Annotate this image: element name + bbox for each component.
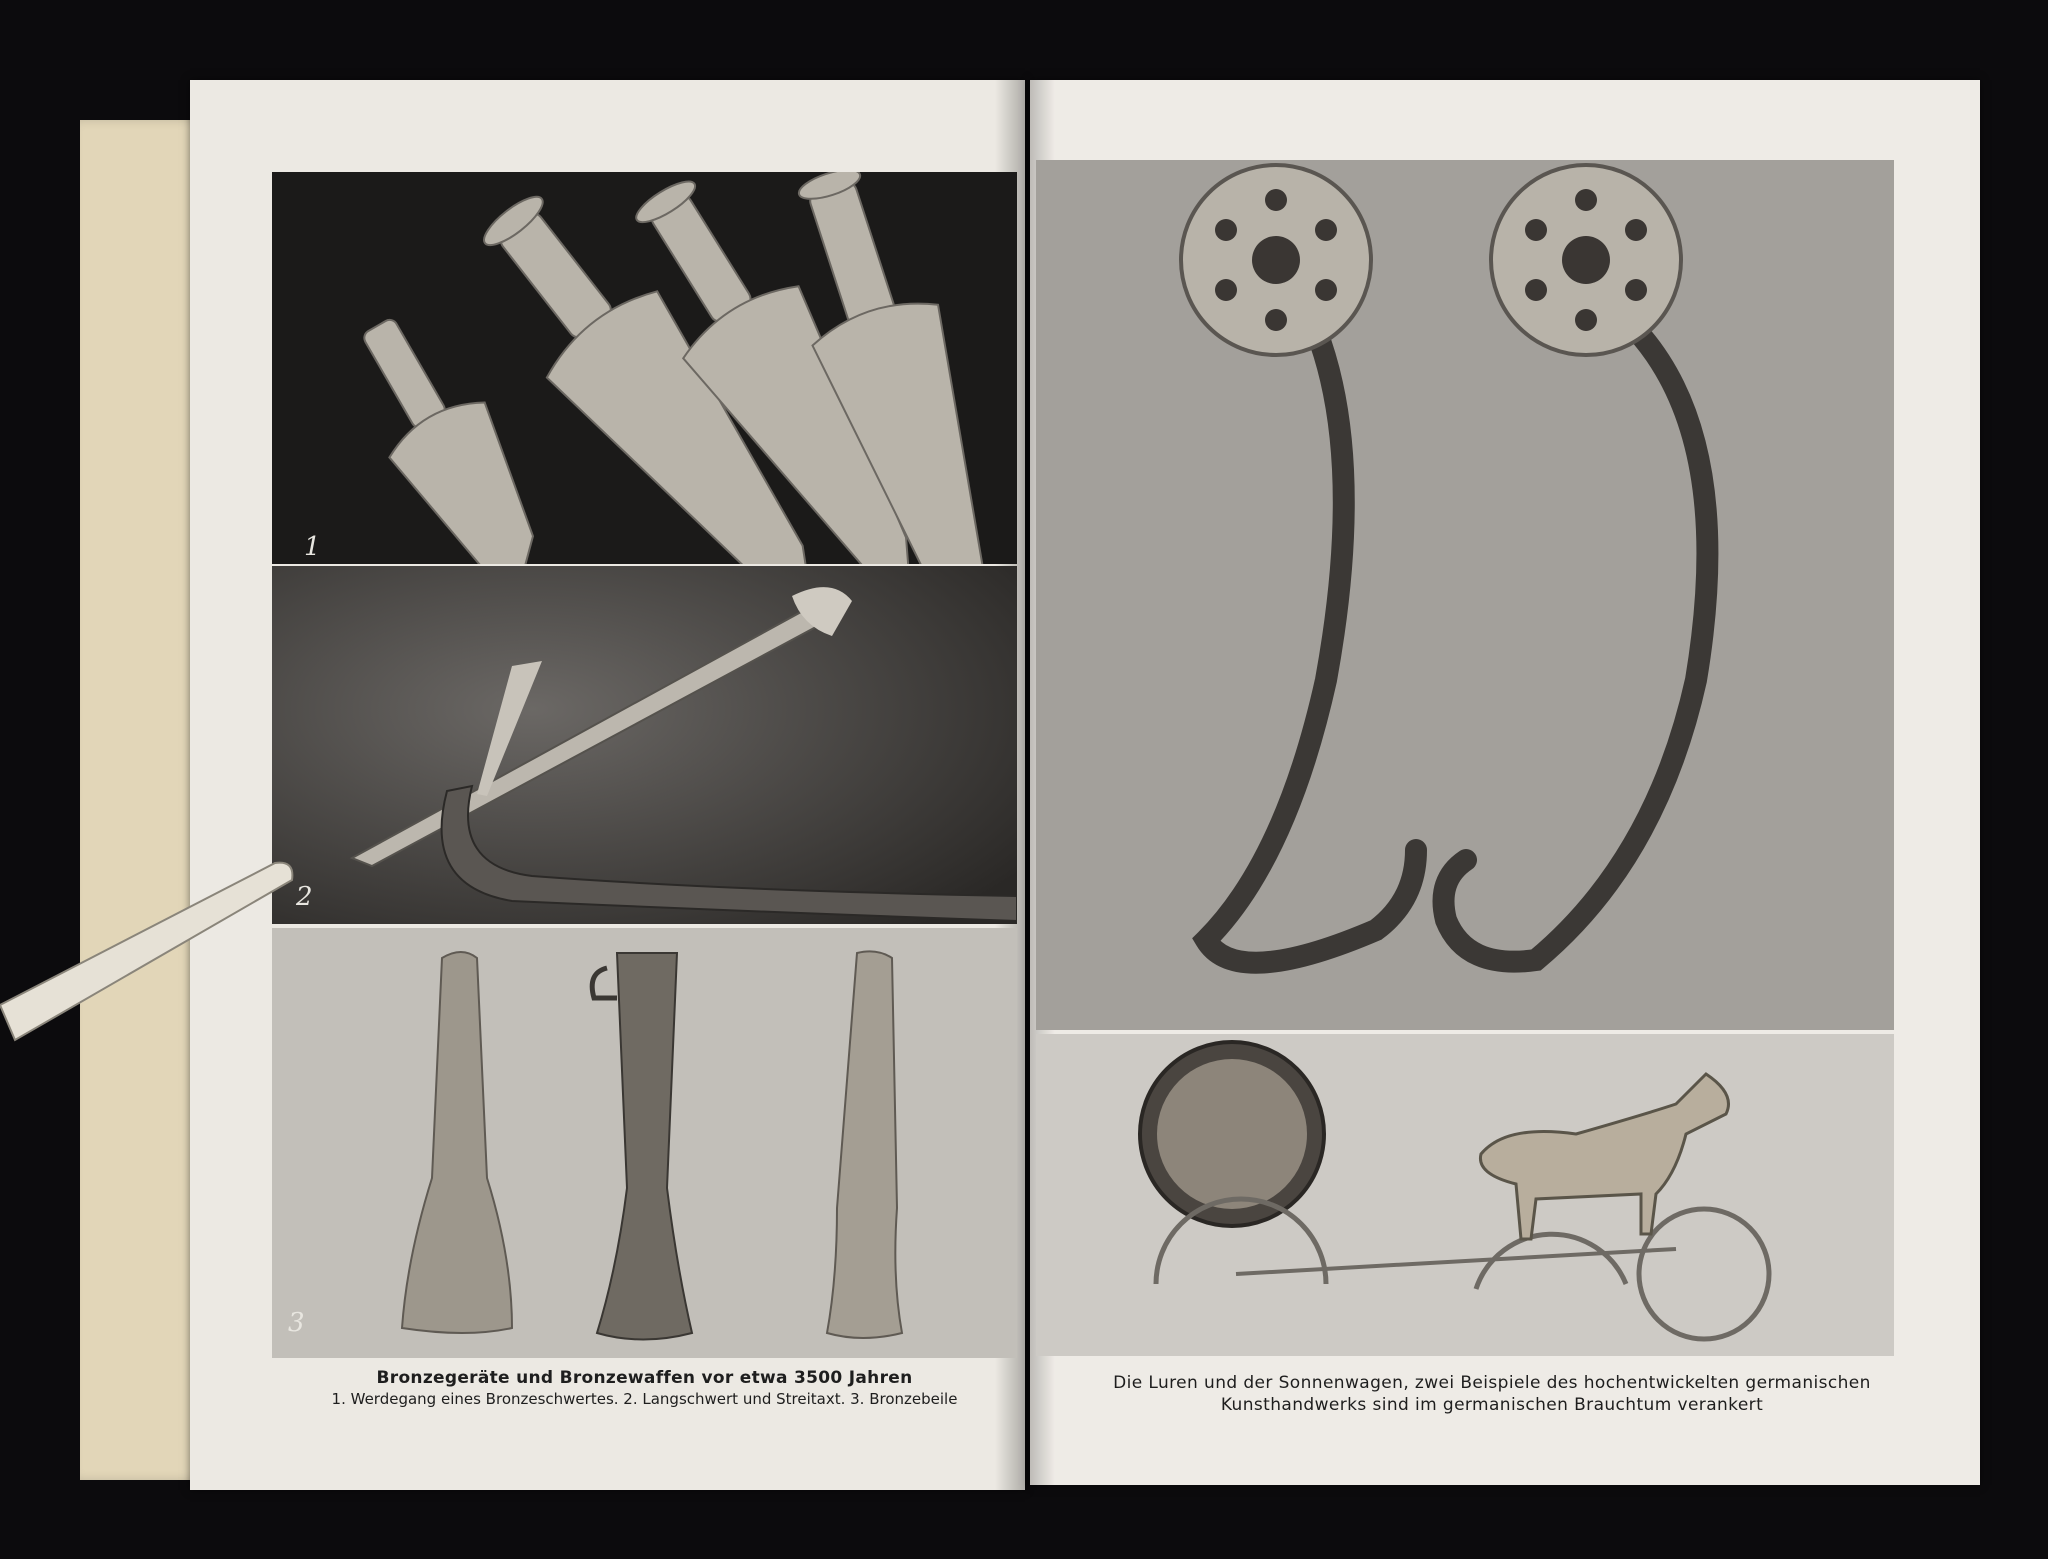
longsword-axe-icon [272, 566, 1017, 924]
right-caption [1036, 1372, 1948, 1416]
photo-number-1: 1 [304, 532, 321, 562]
luren-icon [1036, 160, 1894, 1030]
pointer-stick [0, 845, 300, 1045]
photo-luren [1036, 160, 1894, 1030]
photo-number-3: 3 [288, 1308, 305, 1338]
pointer-stick-icon [0, 845, 300, 1045]
sword-hilts-icon [272, 172, 1017, 564]
sun-chariot-icon [1036, 1034, 1894, 1356]
photo-sword-hilts [272, 172, 1017, 564]
photo-bronze-axes [272, 928, 1017, 1358]
left-caption-title: Bronzegeräte und Bronzewaffen vor etwa 3500 Jahren [376, 1368, 913, 1388]
right-caption-line1: Die Luren und der Sonnenwagen, zwei Beispiele des hochentwickelten germanischen [1113, 1373, 1871, 1393]
left-caption [272, 1368, 1017, 1408]
left-caption-subtitle: 1. Werdegang eines Bronzeschwertes. 2. Langschwert und Streitaxt. 3. Bronzebeile [331, 1390, 958, 1408]
bronze-axes-icon [272, 928, 1017, 1358]
right-caption-line2: Kunsthandwerks sind im germanischen Brauchtum verankert [1220, 1395, 1764, 1415]
photo-number-2: 2 [296, 882, 313, 912]
photo-sun-chariot [1036, 1034, 1894, 1356]
photo-longsword-axe [272, 566, 1017, 924]
